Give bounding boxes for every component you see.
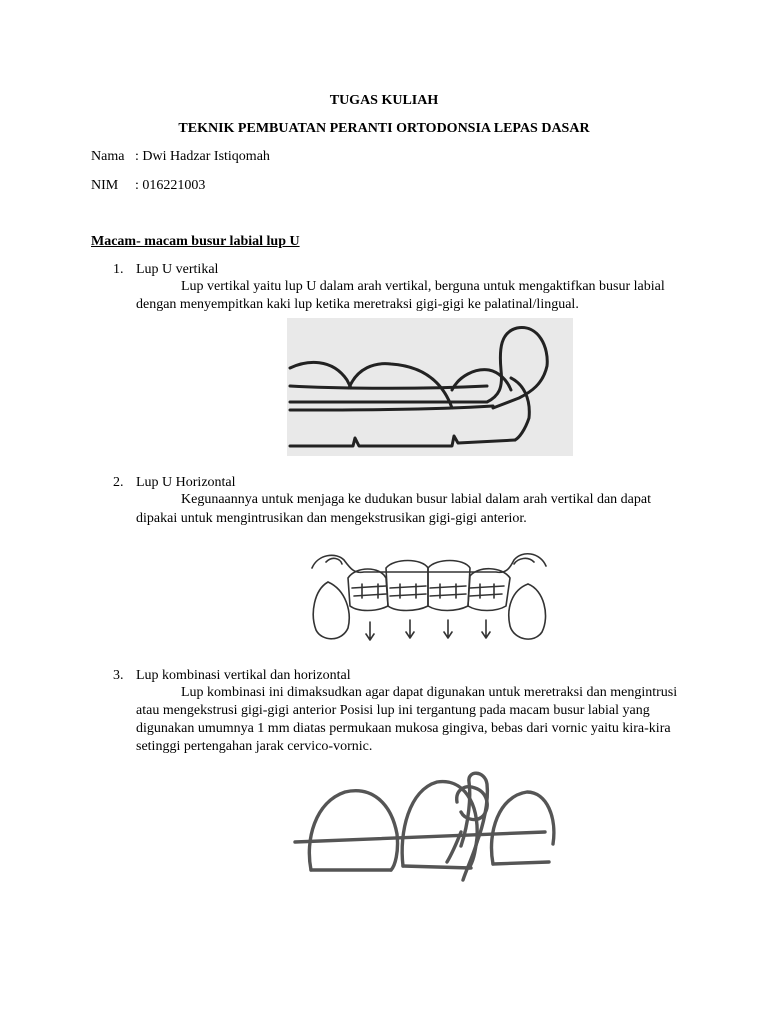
section-heading: Macam- macam busur labial lup U — [91, 234, 300, 249]
item-3-line-1: Lup kombinasi ini dimaksudkan agar dapat digunakan untuk meretraksi dan mengintrusi — [181, 685, 678, 700]
item-1-title: Lup U vertikal — [136, 262, 219, 277]
item-3-line-2: atau mengekstrusi gigi-gigi anterior Posisi lup ini tergantung pada macam busur labial yang — [136, 703, 650, 718]
item-3-line-4: setinggi pertengahan jarak cervico-vornic. — [136, 739, 373, 754]
item-2-number: 2. — [113, 475, 124, 490]
field-label-nim: NIM — [91, 178, 119, 193]
figure-combination-loop — [287, 762, 573, 898]
figure-vertical-loop — [287, 318, 573, 456]
item-2-line-2: dipakai untuk mengintrusikan dan mengekstrusikan gigi-gigi anterior. — [136, 511, 527, 526]
item-3-number: 3. — [113, 668, 124, 683]
field-value-nim: : 016221003 — [135, 178, 206, 193]
item-1-line-2: dengan menyempitkan kaki lup ketika meretraksi gigi-gigi ke palatinal/lingual. — [136, 297, 579, 312]
document-subtitle: TEKNIK PEMBUATAN PERANTI ORTODONSIA LEPAS DASAR — [178, 121, 590, 136]
field-label-nama: Nama — [91, 149, 125, 164]
item-2-title: Lup U Horizontal — [136, 475, 236, 490]
item-1-number: 1. — [113, 262, 124, 277]
item-2-line-1: Kegunaannya untuk menjaga ke dudukan busur labial dalam arah vertikal dan dapat — [181, 492, 651, 507]
item-3-line-3: digunakan umumnya 1 mm diatas permukaan mukosa gingiva, bebas dari vornic yaitu kira-kira — [136, 721, 671, 736]
item-3-title: Lup kombinasi vertikal dan horizontal — [136, 668, 351, 683]
document-title: TUGAS KULIAH — [329, 93, 439, 108]
field-value-nama: : Dwi Hadzar Istiqomah — [135, 149, 270, 164]
figure-horizontal-loop — [306, 538, 552, 646]
item-1-line-1: Lup vertikal yaitu lup U dalam arah vertikal, berguna untuk mengaktifkan busur labial — [181, 279, 665, 294]
